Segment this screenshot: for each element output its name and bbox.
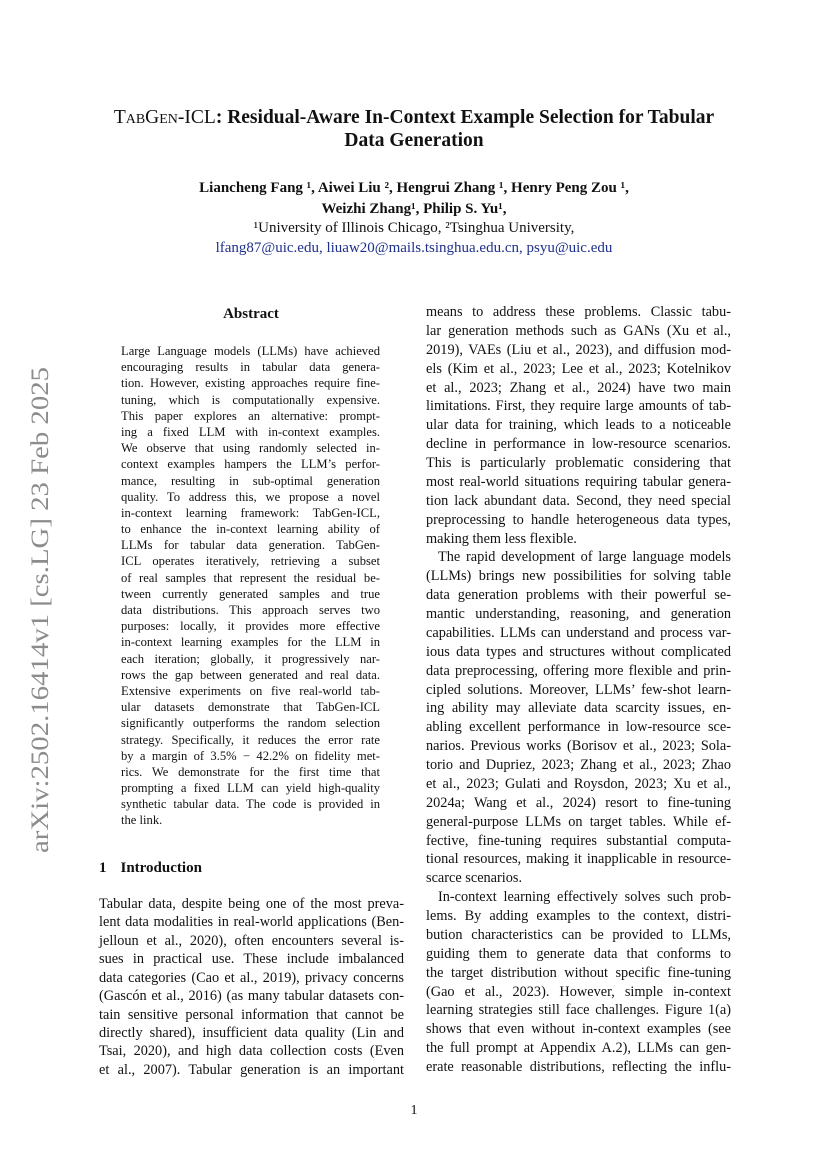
page-number: 1 bbox=[410, 1103, 418, 1118]
intro-right-text-line: et al., 2023; Gulati and Roysdon, 2023; Xu et al., bbox=[426, 775, 731, 792]
intro-right-text-line: capabilities. LLMs can understand and process var- bbox=[426, 624, 731, 641]
arxiv-stamp-text: arXiv:2502.16414v1 [cs.LG] 23 Feb 2025 bbox=[27, 430, 54, 853]
intro-right-text-line: making them less flexible. bbox=[426, 530, 577, 547]
intro-right-text-line: limitations. First, they require large amounts of tab- bbox=[426, 398, 731, 415]
intro-right-text-line: In-context learning effectively solves such prob- bbox=[438, 889, 731, 906]
intro-right-text-line: lar generation methods such as GANs (Xu et al., bbox=[426, 322, 731, 339]
intro-right-text-line: abling excellent performance in low-resource sce- bbox=[426, 719, 731, 736]
paper-title bbox=[90, 106, 738, 152]
abstract-text-line: LLMs for tabular data generation. TabGen- bbox=[121, 538, 380, 553]
title-method-name: TabGen-ICL bbox=[113, 107, 216, 128]
intro-right-text-line: scarce scenarios. bbox=[426, 870, 523, 887]
intro-right-text-line: the target distribution without specific fine-tuning bbox=[426, 964, 731, 981]
intro-left-text-line: (Gascón et al., 2016) (as many tabular datasets con- bbox=[99, 988, 404, 1005]
abstract-text-line: rows the gap between generated and real data. bbox=[121, 667, 380, 682]
abstract-text-line: tuning, which is computationally expensive. bbox=[121, 392, 380, 407]
abstract-text-line: significantly outperforms the random selection bbox=[121, 716, 380, 731]
arxiv-stamp bbox=[20, 365, 58, 855]
section-title: Introduction bbox=[120, 860, 202, 876]
abstract-text-line: purposes: locally, it provides more effective bbox=[121, 619, 380, 634]
title-line-2: Data Generation bbox=[344, 130, 484, 151]
section-heading-introduction bbox=[99, 860, 216, 877]
abstract-text-line: Extensive experiments on five real-world tab- bbox=[121, 683, 380, 698]
author-list bbox=[90, 178, 738, 220]
abstract-text-line: tween currently generated samples and true bbox=[121, 586, 380, 601]
intro-right-text-line: els (Kim et al., 2023; Lee et al., 2023; Kotelnikov bbox=[426, 360, 731, 377]
intro-left-text-line: tain sensitive personal information that cannot be bbox=[99, 1006, 404, 1023]
intro-left-text-line: sues in practical use. These include imbalanced bbox=[99, 951, 404, 968]
intro-right-text-line: the full prompt at Appendix A.2), LLMs can gen- bbox=[426, 1040, 731, 1057]
intro-left-text-line: directly shared), insufficient data quality (Lin and bbox=[99, 1024, 404, 1041]
abstract-text-line: in-context learning examples for the LLM in bbox=[121, 635, 380, 650]
abstract-text-line: Large Language models (LLMs) have achieved bbox=[121, 344, 380, 358]
abstract-text-line: by a margin of 3.5% − 42.2% on fidelity met- bbox=[121, 748, 380, 763]
intro-left-text-line: et al., 2007). Tabular generation is an important bbox=[99, 1061, 404, 1078]
abstract-text-line: data distributions. This approach serves two bbox=[121, 603, 380, 617]
abstract-text-line: mance, resulting in sub-optimal generation bbox=[121, 473, 380, 488]
intro-right-text-line: most real-world situations requiring tabular genera- bbox=[426, 473, 731, 490]
abstract-text-line: This paper explores an alternative: prompt- bbox=[121, 408, 380, 423]
abstract-text-line: synthetic tabular data. The code is provided in bbox=[121, 797, 380, 812]
abstract-text-line: rics. We demonstrate for the first time that bbox=[121, 764, 380, 779]
intro-right-text-line: cipled solutions. Moreover, LLMs’ few-shot learn- bbox=[426, 681, 731, 698]
abstract-text-line: encouraging results in tabular data genera- bbox=[121, 360, 380, 375]
intro-right-text-line: data preprocessing, offering more flexible and prin- bbox=[426, 662, 731, 679]
abstract-text-line: of real samples that represent the residual be- bbox=[121, 570, 380, 585]
intro-right-text-line: learning strategies still face challenges. Figure 1(a) bbox=[426, 1002, 731, 1019]
intro-right-text-line: means to address these problems. Classic tabu- bbox=[426, 304, 731, 320]
intro-right-text-line: shows that even without in-context examples (see bbox=[426, 1021, 731, 1038]
title-line-1: : Residual-Aware In-Context Example Selection for Tabular bbox=[215, 107, 715, 128]
abstract-text-line: in-context learning framework: TabGen-ICL, bbox=[121, 505, 380, 520]
abstract-text-line: the link. bbox=[121, 813, 163, 828]
abstract-text-line: prompting a fixed LLM can yield high-quality bbox=[121, 781, 380, 796]
abstract-text-line: ing a fixed LLM with in-context examples. bbox=[121, 424, 380, 439]
intro-right-text-line: bution characteristics can be provided to LLMs, bbox=[426, 926, 731, 943]
intro-left-text-line: data categories (Cao et al., 2019), privacy concerns bbox=[99, 969, 404, 986]
abstract-text-line: We observe that using randomly selected in- bbox=[121, 441, 380, 456]
abstract-body bbox=[121, 343, 380, 829]
intro-right-text-line: 2024a; Wang et al., 2024) resort to fine-tuning bbox=[426, 794, 731, 811]
intro-left-text-line: Tabular data, despite being one of the most preva- bbox=[99, 896, 404, 912]
introduction-left-column bbox=[99, 895, 404, 1079]
abstract-text-line: ICL operates iteratively, retrieving a subset bbox=[121, 554, 380, 569]
intro-right-text-line: ing ability may alleviate data scarcity issues, en- bbox=[426, 700, 731, 717]
intro-right-text-line: torio and Dupriez, 2023; Zhang et al., 2023; Zhao bbox=[426, 757, 731, 773]
section-number: 1 bbox=[99, 860, 107, 876]
abstract-text-line: context examples hampers the LLM’s perfor- bbox=[121, 457, 380, 472]
intro-right-text-line: 2019), VAEs (Liu et al., 2023), and diffusion mod- bbox=[426, 341, 731, 358]
intro-right-text-line: The rapid development of large language models bbox=[438, 549, 731, 566]
abstract-text-line: to enhance the in-context learning ability of bbox=[121, 522, 380, 537]
intro-right-text-line: fective, fine-tuning requires substantial computa- bbox=[426, 832, 731, 849]
right-column-text bbox=[426, 303, 731, 1077]
abstract-text-line: strategy. Specifically, it reduces the error rate bbox=[121, 732, 380, 747]
intro-right-text-line: preprocessing to handle heterogeneous data types, bbox=[426, 511, 731, 528]
intro-right-text-line: narios. Previous works (Borisov et al., 2023; Sola- bbox=[426, 738, 731, 755]
abstract-text-line: each iteration; globally, it progressively nar- bbox=[121, 651, 380, 666]
intro-right-text-line: (Gao et al., 2023). However, simple in-context bbox=[426, 983, 731, 1000]
intro-right-text-line: lems. By adding examples to the context, distri- bbox=[426, 908, 731, 924]
intro-right-text-line: data generation problems with their powerful se- bbox=[426, 587, 731, 604]
intro-right-text-line: ular data for training, which leads to a noticeable bbox=[426, 417, 731, 434]
author-emails[interactable]: lfang87@uic.edu, liuaw20@mails.tsinghua.edu.cn, psyu@uic.edu bbox=[215, 240, 613, 256]
intro-right-text-line: ious data types and structures without complicated bbox=[426, 643, 731, 660]
intro-left-text-line: lent data modalities in real-world applications (Ben- bbox=[99, 914, 404, 931]
intro-right-text-line: mantic understanding, reasoning, and generation bbox=[426, 606, 731, 622]
affiliations: ¹University of Illinois Chicago, ²Tsinghua University, bbox=[253, 220, 575, 236]
intro-right-text-line: tion lack abundant data. Second, they need special bbox=[426, 492, 731, 509]
intro-right-text-line: et al., 2023; Zhang et al., 2024) have two main bbox=[426, 379, 731, 396]
abstract-text-line: ular datasets demonstrate that TabGen-ICL bbox=[121, 700, 380, 715]
intro-left-text-line: jelloun et al., 2020), often encounters several is- bbox=[99, 932, 404, 949]
intro-right-text-line: This is particularly problematic considering that bbox=[426, 455, 731, 471]
abstract-text-line: quality. To address this, we propose a novel bbox=[121, 489, 380, 504]
intro-right-text-line: decline in performance in low-resource scenarios. bbox=[426, 436, 731, 453]
authors-line-2: Weizhi Zhang¹, Philip S. Yu¹, bbox=[321, 201, 507, 217]
authors-line-1: Liancheng Fang ¹, Aiwei Liu ², Hengrui Zhang ¹, Henry Peng Zou ¹, bbox=[199, 180, 629, 196]
intro-right-text-line: tional resources, making it inapplicable in resource- bbox=[426, 851, 731, 868]
intro-right-text-line: (LLMs) brings new possibilities for solving table bbox=[426, 568, 731, 585]
intro-right-text-line: erate reasonable distributions, reflecting the influ- bbox=[426, 1059, 731, 1075]
intro-right-text-line: guiding them to generate data that conforms to bbox=[426, 945, 731, 962]
abstract-text-line: tion. However, existing approaches require fine- bbox=[121, 376, 380, 391]
intro-right-text-line: general-purpose LLMs on target tables. While ef- bbox=[426, 813, 731, 830]
intro-left-text-line: Tsai, 2020), and high data collection costs (Even bbox=[99, 1043, 404, 1060]
abstract-heading: Abstract bbox=[223, 306, 279, 322]
